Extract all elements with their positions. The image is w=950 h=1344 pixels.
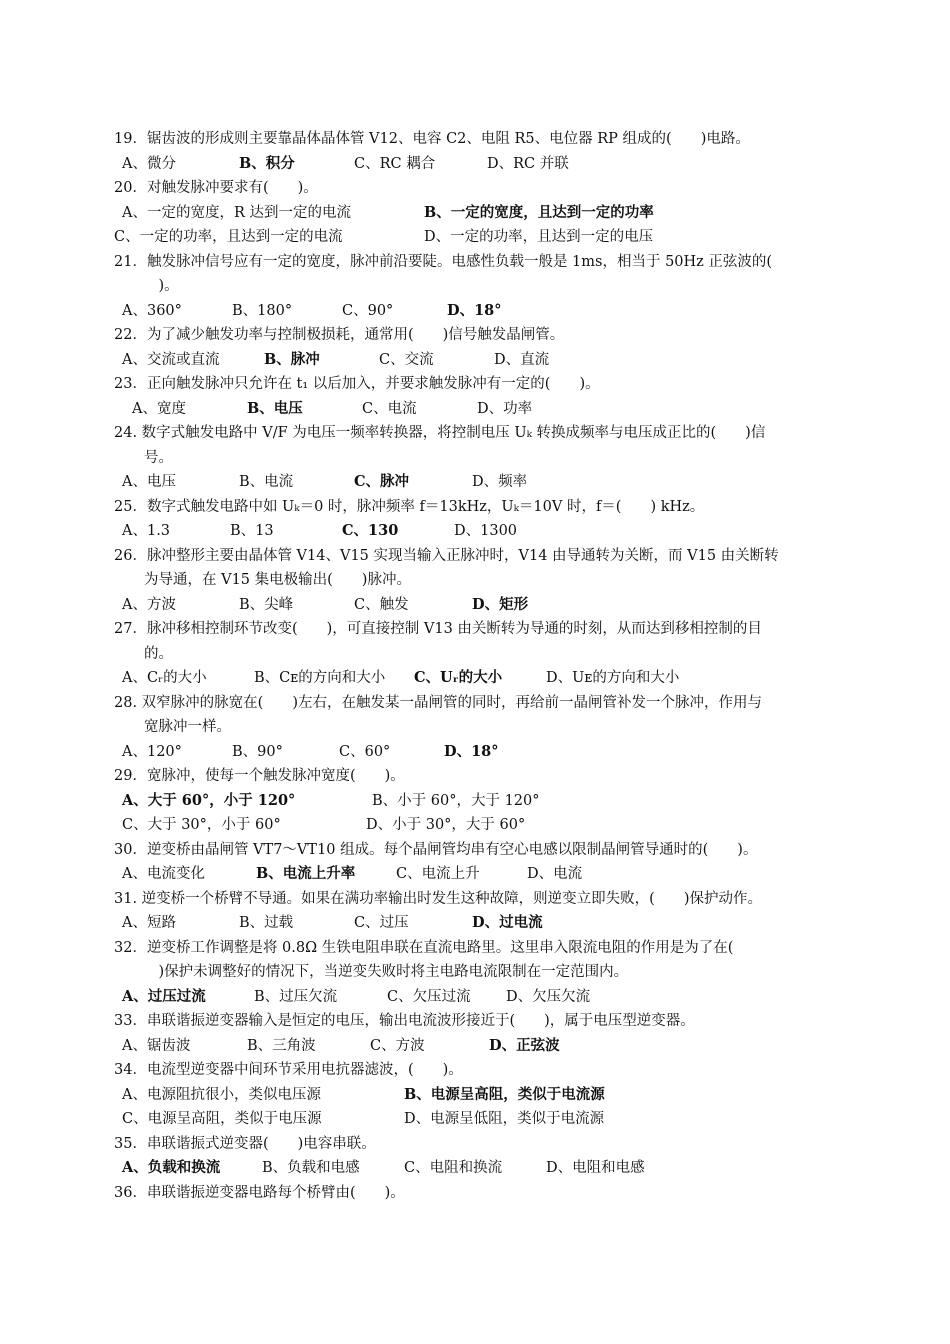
option-a: A、短路 xyxy=(122,915,176,931)
question-30 xyxy=(114,838,844,887)
question-31 xyxy=(114,887,844,936)
option-b: B、小于 60°，大于 120° xyxy=(372,792,540,809)
question-20 xyxy=(114,176,844,250)
option-b: B、13 xyxy=(230,523,274,539)
question-text: 29．宽脉冲，使每一个触发脉冲宽度( )。 xyxy=(114,768,405,784)
option-b: B、尖峰 xyxy=(239,596,294,613)
options-row xyxy=(114,1107,844,1132)
option-a: C、电源呈高阻，类似于电压源 xyxy=(122,1111,322,1127)
option-a: A、微分 xyxy=(122,155,176,172)
question-text: 26．脉冲整形主要由晶体管 V14、V15 实现当输入正脉冲时，V14 由导通转为关断，而 V15 由关断转 xyxy=(114,547,779,564)
option-a: A、360° xyxy=(122,302,182,319)
options-row xyxy=(114,911,844,936)
option-b: D、一定的功率，且达到一定的电压 xyxy=(424,229,654,245)
option-b-answer: B、电源呈高阻，类似于电流源 xyxy=(404,1085,605,1103)
question-text: 22．为了减少触发功率与控制极损耗，通常用( )信号触发晶闸管。 xyxy=(114,327,565,343)
option-d: D、RC 并联 xyxy=(487,155,569,172)
options-row xyxy=(114,1083,844,1108)
option-d-answer: D、矩形 xyxy=(472,595,529,613)
question-text-continued: )。 xyxy=(144,278,179,294)
option-a: A、方波 xyxy=(122,596,176,613)
option-b: D、小于 30°，大于 60° xyxy=(366,817,526,833)
option-c: C、触发 xyxy=(354,596,409,613)
option-a: A、一定的宽度，R 达到一定的电流 xyxy=(122,204,351,221)
question-25 xyxy=(114,495,844,544)
option-d: D、电阻和电感 xyxy=(546,1160,645,1176)
question-text: 31. 逆变桥一个桥臂不导通。如果在满功率输出时发生这种故障，则逆变立即失败，( )保护动作。 xyxy=(114,890,762,907)
options-row xyxy=(114,985,844,1010)
option-c: C、电阻和换流 xyxy=(404,1160,503,1176)
option-b-answer: B、脉冲 xyxy=(264,350,320,368)
option-b-answer: B、一定的宽度，且达到一定的功率 xyxy=(424,203,654,221)
option-c: C、过压 xyxy=(354,915,409,931)
options-row xyxy=(114,666,844,691)
question-text: 36．串联谐振逆变器电路每个桥臂由( )。 xyxy=(114,1184,405,1201)
option-b: D、电源呈低阻，类似于电流源 xyxy=(404,1111,605,1127)
option-d: D、直流 xyxy=(494,351,550,368)
options-row xyxy=(114,813,844,838)
option-d: D、Uᴇ的方向和大小 xyxy=(546,670,680,686)
option-a: A、宽度 xyxy=(132,400,186,417)
option-a: A、电压 xyxy=(122,474,176,490)
options-row xyxy=(114,593,844,618)
options-row xyxy=(114,225,844,250)
question-text: 25．数字式触发电路中如 Uₖ＝0 时，脉冲频率 f＝13kHz，Uₖ＝10V 时，f＝( ) kHz。 xyxy=(114,498,705,515)
options-row xyxy=(114,1156,844,1181)
option-b: B、过载 xyxy=(239,915,294,931)
option-a: C、大于 30°，小于 60° xyxy=(122,817,281,833)
options-row xyxy=(114,1034,844,1059)
question-28 xyxy=(114,691,844,765)
question-text-continued: 宽脉冲一样。 xyxy=(144,719,231,735)
option-c-answer: C、Uᵣ的大小 xyxy=(414,669,503,686)
question-text-continued: )保护未调整好的情况下，当逆变失败时将主电路电流限制在一定范围内。 xyxy=(144,964,629,980)
question-23 xyxy=(114,372,844,421)
question-19 xyxy=(114,127,844,176)
option-d: D、1300 xyxy=(454,523,518,539)
options-row xyxy=(114,348,844,373)
option-c: C、欠压过流 xyxy=(387,988,471,1005)
option-c: C、电流 xyxy=(362,400,417,417)
question-text: 21．触发脉冲信号应有一定的宽度，脉冲前沿要陡。电感性负载一般是 1ms，相当于 50Hz 正弦波的( xyxy=(114,253,773,270)
question-text: 28. 双窄脉冲的脉宽在( )左右，在触发某一晶闸管的同时，再给前一晶闸管补发一个脉冲，作用与 xyxy=(114,694,762,711)
option-c: C、方波 xyxy=(370,1037,425,1054)
option-c-answer: C、脉冲 xyxy=(354,473,410,490)
question-text: 23．正向触发脉冲只允许在 t₁ 以后加入，并要求触发脉冲有一定的( )。 xyxy=(114,376,600,392)
option-a: A、120° xyxy=(122,743,182,760)
options-row xyxy=(114,299,844,324)
option-b: B、电流 xyxy=(239,474,294,490)
option-c: C、90° xyxy=(342,302,394,319)
options-row xyxy=(114,862,844,887)
question-text: 27．脉冲移相控制环节改变( )，可直接控制 V13 由关断转为导通的时刻，从而达到移相控制的目 xyxy=(114,621,762,637)
option-a: A、1.3 xyxy=(122,523,171,539)
option-a: A、锯齿波 xyxy=(122,1037,191,1054)
options-row xyxy=(114,152,844,177)
option-c-answer: C、130 xyxy=(342,522,399,539)
option-b: B、180° xyxy=(232,302,293,319)
option-d-answer: D、18° xyxy=(447,301,502,319)
question-text: 24. 数字式触发电路中 V/F 为电压一频率转换器，将控制电压 Uₖ 转换成频率与电压成正比的( )信 xyxy=(114,425,766,441)
options-row xyxy=(114,397,844,422)
question-24 xyxy=(114,421,844,495)
option-b: B、过压欠流 xyxy=(254,988,338,1005)
question-34 xyxy=(114,1058,844,1132)
option-b-answer: B、电压 xyxy=(247,399,303,417)
option-d: D、功率 xyxy=(477,400,533,417)
option-a: A、交流或直流 xyxy=(122,351,220,368)
option-b: B、Cᴇ的方向和大小 xyxy=(254,670,386,686)
question-29 xyxy=(114,764,844,838)
option-d: D、电流 xyxy=(527,866,583,882)
question-text-continued: 号。 xyxy=(144,449,173,466)
option-d-answer: D、正弦波 xyxy=(489,1036,560,1054)
options-row xyxy=(114,789,844,814)
question-35 xyxy=(114,1132,844,1181)
question-36 xyxy=(114,1181,844,1206)
option-a: A、电流变化 xyxy=(122,866,205,882)
question-text: 20．对触发脉冲要求有( )。 xyxy=(114,180,318,196)
option-b: B、90° xyxy=(232,743,283,760)
option-c: C、60° xyxy=(339,743,391,760)
option-c: C、电流上升 xyxy=(396,866,480,882)
option-a: C、一定的功率，且达到一定的电流 xyxy=(114,229,343,245)
option-b: B、三角波 xyxy=(247,1037,316,1054)
question-text: 19．锯齿波的形成则主要靠晶体晶体管 V12、电容 C2、电阻 R5、电位器 RP 组成的( )电路。 xyxy=(114,131,750,147)
question-text-continued: 的。 xyxy=(144,645,173,662)
option-a: A、电源阻抗很小，类似电压源 xyxy=(122,1086,321,1103)
option-a-answer: A、过压过流 xyxy=(122,987,206,1005)
options-row xyxy=(114,740,844,765)
option-d: D、频率 xyxy=(472,474,528,490)
option-d-answer: D、18° xyxy=(444,742,499,760)
question-33 xyxy=(114,1009,844,1058)
options-row xyxy=(114,201,844,226)
option-a-answer: A、大于 60°，小于 120° xyxy=(122,791,296,809)
question-list xyxy=(114,127,844,1205)
option-a: A、Cᵣ的大小 xyxy=(122,670,207,686)
question-32 xyxy=(114,936,844,1010)
option-d: D、欠压欠流 xyxy=(506,988,591,1005)
option-b-answer: B、电流上升率 xyxy=(256,865,356,882)
options-row xyxy=(114,470,844,495)
question-26 xyxy=(114,544,844,618)
options-row xyxy=(114,519,844,544)
question-21 xyxy=(114,250,844,324)
option-a-answer: A、负载和换流 xyxy=(122,1159,221,1176)
option-b-answer: B、积分 xyxy=(239,154,295,172)
question-text-continued: 为导通，在 V15 集电极输出( )脉冲。 xyxy=(144,572,411,588)
question-22 xyxy=(114,323,844,372)
question-text: 30．逆变桥由晶闸管 VT7～VT10 组成。每个晶闸管均串有空心电感以限制晶闸管导通时的( )。 xyxy=(114,841,758,858)
option-c: C、RC 耦合 xyxy=(354,155,436,172)
question-text: 33．串联谐振逆变器输入是恒定的电压，输出电流波形接近于( )，属于电压型逆变器。 xyxy=(114,1013,695,1029)
question-text: 34．电流型逆变器中间环节采用电抗器滤波，( )。 xyxy=(114,1062,463,1078)
option-b: B、负载和电感 xyxy=(262,1160,360,1176)
option-c: C、交流 xyxy=(379,351,434,368)
option-d-answer: D、过电流 xyxy=(472,914,543,931)
question-27 xyxy=(114,617,844,691)
question-text: 32．逆变桥工作调整是将 0.8Ω 生铁电阻串联在直流电路里。这里串入限流电阻的作用是为了在( xyxy=(114,939,734,956)
question-text: 35．串联谐振式逆变器( )电容串联。 xyxy=(114,1135,376,1152)
